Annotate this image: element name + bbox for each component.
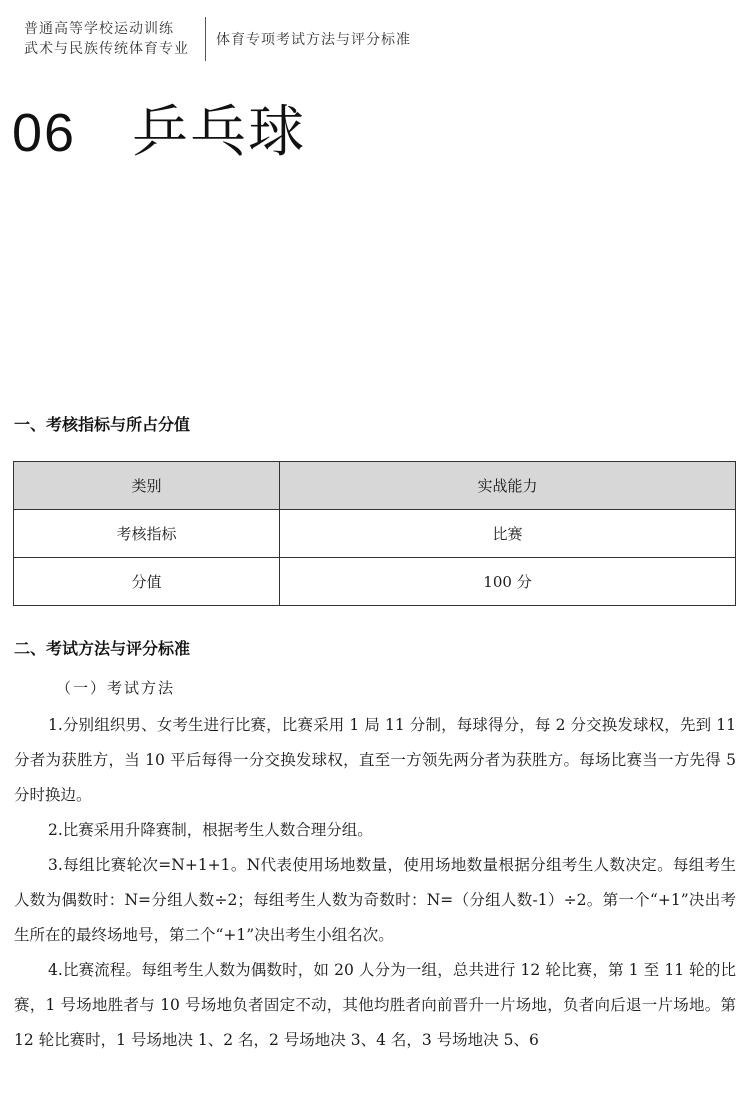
table-header-cell: 类别	[14, 462, 280, 510]
header-divider	[205, 17, 206, 61]
header-left-line1: 普通高等学校运动训练	[24, 21, 174, 37]
table-cell: 比赛	[280, 510, 736, 558]
paragraph: 2.比赛采用升降赛制，根据考生人数合理分组。	[48, 821, 373, 839]
subsection-heading: （一）考试方法	[56, 679, 176, 697]
section1-heading: 一、考核指标与所占分值	[14, 415, 191, 434]
header-right: 体育专项考试方法与评分标准	[216, 32, 411, 48]
paragraph: 1.分别组织男、女考生进行比赛，比赛采用 1 局 11 分制，每球得分，每 2 分交换发球权，先到 11 分者为获胜方，当 10 平后每得一分交换发球权，直至一方领先两分者为获胜方。每场比赛当一方先得 5 分时换边。	[14, 716, 736, 804]
table-header-cell: 实战能力	[280, 462, 736, 510]
section2-heading: 二、考试方法与评分标准	[14, 639, 191, 658]
body-text	[14, 708, 736, 1058]
table-row	[14, 558, 736, 606]
paragraph: 4.比赛流程。每组考生人数为偶数时，如 20 人分为一组，总共进行 12 轮比赛，第 1 至 11 轮的比赛，1 号场地胜者与 10 号场地负者固定不动，其他均胜者向前晋升一片场地，负者向后退一片场地。第 12 轮比赛时，1 号场地决 1、2 名，2 号场地决 3、4 名，3 号场地决 5、6	[14, 961, 736, 1049]
paragraph: 3.每组比赛轮次=N+1+1。N代表使用场地数量，使用场地数量根据分组考生人数决定。每组考生人数为偶数时：N=分组人数÷2；每组考生人数为奇数时：N=（分组人数-1）÷2。第一个“+1”决出考生所在的最终场地号，第二个“+1”决出考生小组名次。	[14, 856, 736, 944]
chapter-heading	[12, 88, 306, 168]
table-row	[14, 510, 736, 558]
table-cell: 考核指标	[14, 510, 280, 558]
header-left	[24, 19, 189, 59]
chapter-number: 06	[12, 103, 77, 163]
header-left-line2: 武术与民族传统体育专业	[24, 41, 189, 57]
table-header-row	[14, 462, 736, 510]
page-header	[24, 18, 411, 60]
assessment-table	[13, 461, 736, 606]
chapter-title: 乒乓球	[132, 100, 307, 165]
table-cell: 分值	[14, 558, 280, 606]
table-cell: 100 分	[280, 558, 736, 606]
